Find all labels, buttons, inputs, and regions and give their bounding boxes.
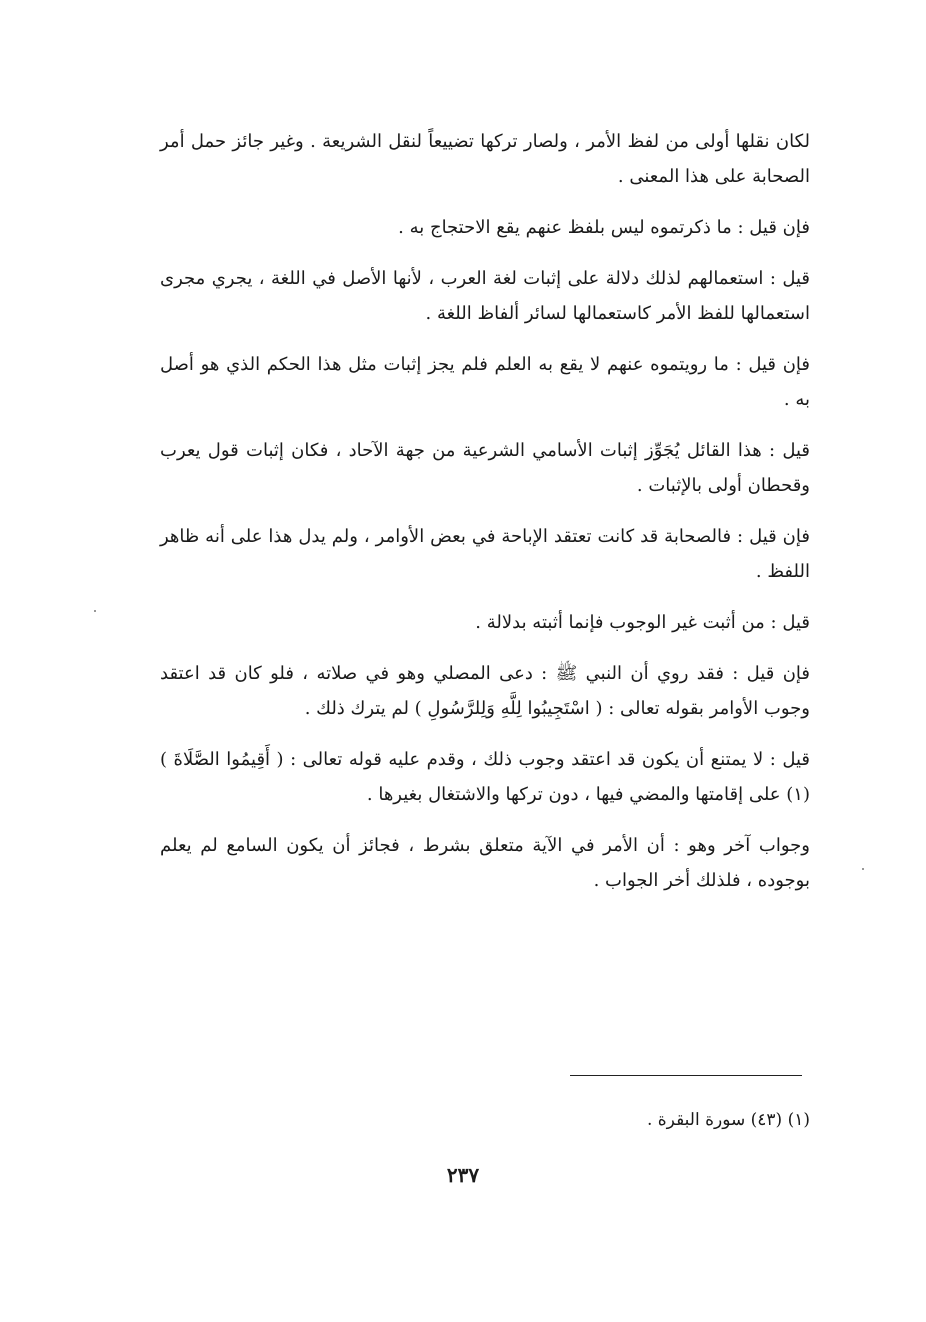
paragraph: لكان نقلها أولى من لفظ الأمر ، ولصار تركها تضييعاً لنقل الشريعة . وغير جائز حمل أمر الصحابة على هذا المعنى . — [160, 131, 810, 187]
footnote: (١) (٤٣) سورة البقرة . — [646, 1110, 810, 1130]
body-text — [160, 124, 810, 914]
paragraph: قيل : لا يمتنع أن يكون قد اعتقد وجوب ذلك ، وقدم عليه قوله تعالى : ( أَقِيمُوا الصَّلَاةَ ) (١) على إقامتها والمضي فيها ، دون تركها والاشتغال بغيرها . — [160, 749, 810, 805]
paragraph: قيل : من أثبت غير الوجوب فإنما أثبته بدلالة . — [475, 612, 810, 633]
paragraph: وجواب آخر وهو : أن الأمر في الآية متعلق بشرط ، فجائز أن يكون السامع لم يعلم بوجوده ، فلذلك أخر الجواب . — [160, 835, 810, 891]
paragraph: قيل : هذا القائل يُجَوِّز إثبات الأسامي الشرعية من جهة الآحاد ، فكان إثبات قول يعرب وقحطان أولى بالإثبات . — [160, 440, 810, 496]
footnote-divider — [570, 1075, 802, 1076]
scan-speck — [94, 610, 96, 612]
paragraph: فإن قيل : ما رويتموه عنهم لا يقع به العلم فلم يجز إثبات مثل هذا الحكم الذي هو أصل به . — [160, 354, 810, 410]
paragraph: فإن قيل : فقد روي أن النبي ﷺ : دعى المصلي وهو في صلاته ، فلو كان قد اعتقد وجوب الأوامر بقوله تعالى : ( اسْتَجِيبُوا لِلَّهِ وَلِلرَّسُولِ ) لم يترك ذلك . — [160, 663, 810, 719]
paragraph: فإن قيل : فالصحابة قد كانت تعتقد الإباحة في بعض الأوامر ، ولم يدل هذا على أنه ظاهر اللفظ . — [160, 526, 810, 582]
paragraph: قيل : استعمالهم لذلك دلالة على إثبات لغة العرب ، لأنها الأصل في اللغة ، يجري مجرى استعمالها للفظ الأمر كاستعمالها لسائر ألفاظ اللغة . — [160, 268, 810, 324]
scan-speck — [862, 868, 864, 870]
paragraph: فإن قيل : ما ذكرتموه ليس بلفظ عنهم يقع الاحتجاج به . — [398, 217, 810, 238]
page-number: ٢٣٧ — [446, 1163, 480, 1187]
